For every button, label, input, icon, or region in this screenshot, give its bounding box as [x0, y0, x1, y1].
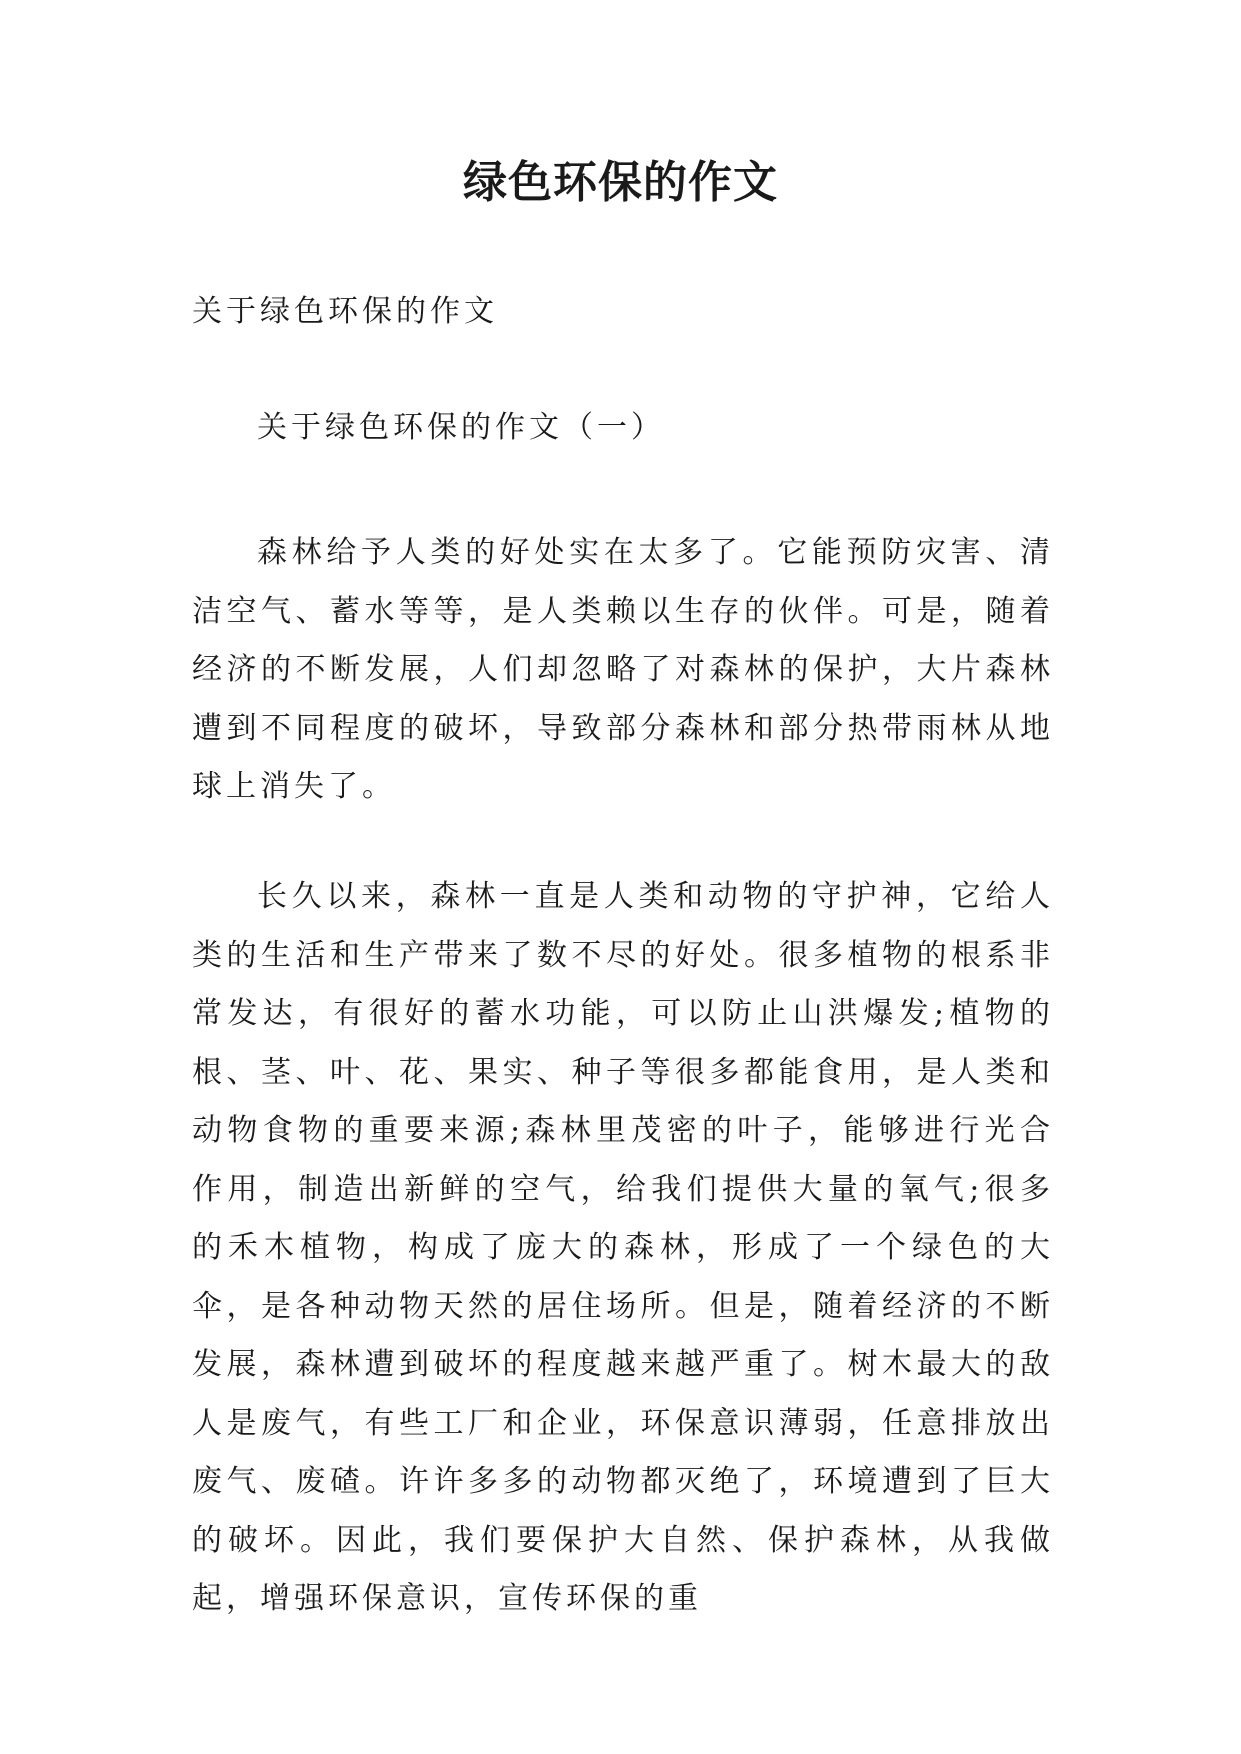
section-heading: 关于绿色环保的作文（一）: [257, 410, 665, 445]
paragraph-2: 长久以来，森林一直是人类和动物的守护神，它给人类的生活和生产带来了数不尽的好处。很多植物的根系非常发达，有很好的蓄水功能，可以防止山洪爆发;植物的根、茎、叶、花、果实、种子等很多都能食用，是人类和动物食物的重要来源;森林里茂密的叶子，能够进行光合作用，制造出新鲜的空气，给我们提供大量的氧气;很多的禾木植物，构成了庞大的森林，形成了一个绿色的大伞，是各种动物天然的居住场所。但是，随着经济的不断发展，森林遭到破坏的程度越来越严重了。树木最大的敌人是废气，有些工厂和企业，环保意识薄弱，任意排放出废气、废碴。许许多多的动物都灭绝了，环境遭到了巨大的破坏。因此，我们要保护大自然、保护森林，从我做起，增强环保意识，宣传环保的重: [192, 879, 1054, 1616]
document-subtitle: 关于绿色环保的作文: [192, 294, 498, 329]
paragraph-1: 森林给予人类的好处实在太多了。它能预防灾害、清洁空气、蓄水等等，是人类赖以生存的伙伴。可是，随着经济的不断发展，人们却忽略了对森林的保护，大片森林遭到不同程度的破坏，导致部分森林和部分热带雨林从地球上消失了。: [192, 535, 1054, 804]
page-title: 绿色环保的作文: [463, 157, 778, 208]
